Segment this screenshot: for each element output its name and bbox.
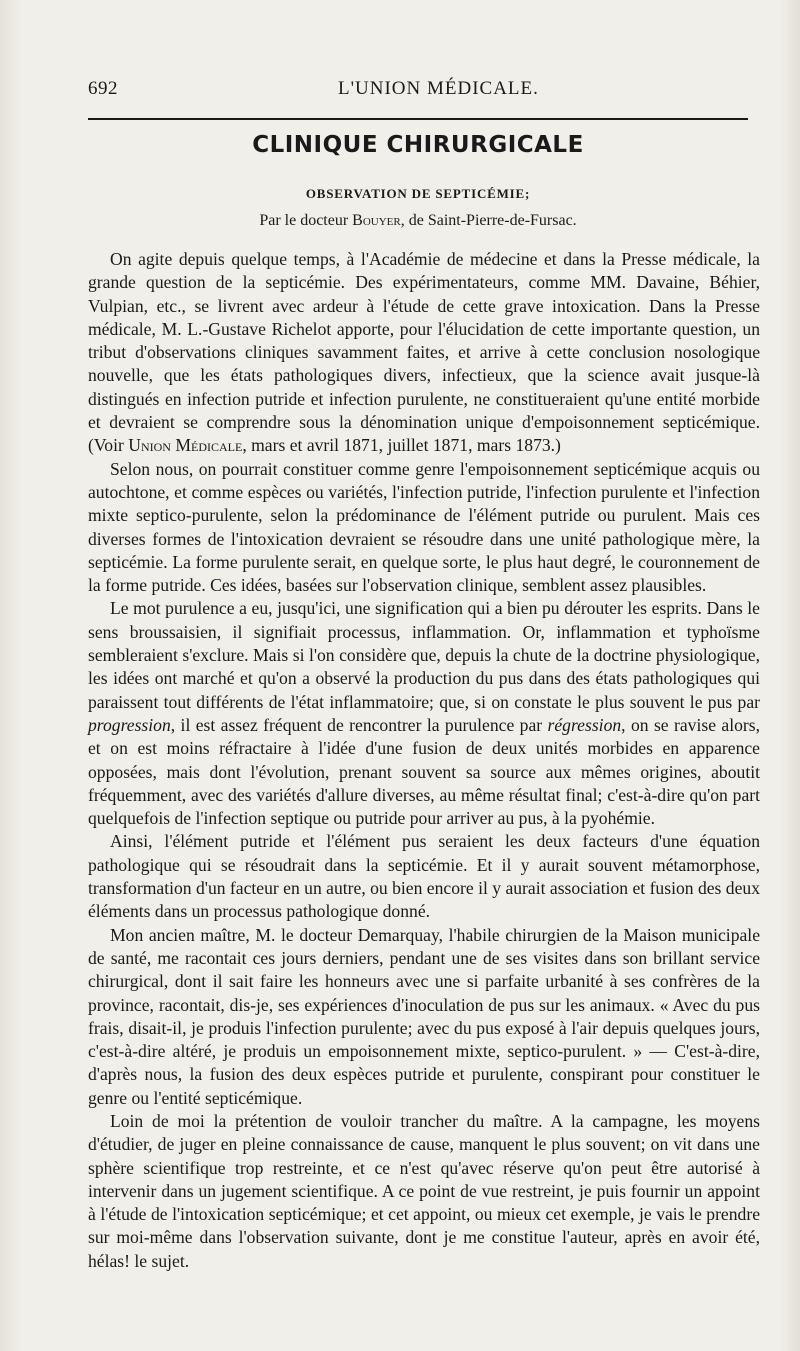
paragraph-text: Selon nous, on pourrait constituer comme genre l'empoisonnement septicémique acquis ou autochtone, et comme espèces ou variétés, l'infection putride, l'infection purulente et l'infection mixte septico-purulente, selon la prédominance de l'élément putride ou purulent. Mais ces diverses formes de l'intoxication devraient se résoudre dans une unité pathologique mère, la septicémie. La forme purulente serait, en quelque sorte, le plus haut degré, le couronnement de la forme putride. Ces idées, basées sur l'observation clinique, semblent assez plausibles. — [88, 458, 760, 596]
section-title: CLINIQUE CHIRURGICALE — [252, 132, 584, 158]
header-rule — [88, 118, 748, 120]
byline-suffix: , de Saint-Pierre-de-Fursac. — [400, 212, 577, 229]
paragraph-text: Mon ancien maître, M. le docteur Demarquay, l'habile chirurgien de la Maison municipale de santé, me racontait ces jours derniers, pendant une de ses visites dans son brillant service chirurgical, dont il sait faire les honneurs avec une si parfaite urbanité à ses confrères de la province, racontait, dis-je, ses expériences d'inoculation de pus sur les animaux. « Avec du pus frais, disait-il, je produis l'infection purulente; avec du pus exposé à l'air depuis quelques jours, c'est-à-dire altéré, je produis un empoisonnement mixte, septico-purulent. » — C'est-à-dire, d'après nous, la fusion des deux espèces putride et purulente, conspirant pour constituer le genre ou l'entité septicémique. — [88, 924, 760, 1108]
running-head — [88, 78, 748, 106]
paragraph — [88, 597, 760, 830]
paragraph-text: Loin de moi la prétention de vouloir trancher du maître. A la campagne, les moyens d'étudier, de juger en pleine connaissance de cause, manquent le plus souvent; on vit dans une sphère scientifique trop restreinte, et ce n'est qu'avec réserve qu'on peut être autorisé à intervenir dans un jugement scientifique. A ce point de vue restreint, je puis fournir un appoint à l'étude de l'intoxication septicémique; et cet appoint, ou mieux cet exemple, je vais le prendre sur moi-même dans l'observation suivante, dont je me constitue l'auteur, après en avoir été, hélas! le sujet. — [88, 1110, 760, 1271]
paragraph — [88, 1110, 760, 1273]
paragraph-text: Le mot purulence a eu, jusqu'ici, une signification qui a bien pu dérouter les esprits. Dans le sens broussaisien, il signifiait processus, inflammation. Or, inflammation et typhoïsme sembleraient s'exclure. Mais si l'on considère que, depuis la chute de la doctrine physiologique, les idées ont marché et qu'on a observé la production du pus dans des états pathologiques qui paraissent tout différents de l'état inflammatoire; que, si on constate le plus souvent le pus par — [88, 598, 760, 712]
byline-prefix: Par le docteur — [259, 212, 353, 229]
paragraph-text: Union Médicale — [128, 435, 243, 456]
observation-title: OBSERVATION DE SEPTICÉMIE; — [305, 186, 531, 201]
byline-author: Bouyer — [352, 212, 401, 229]
byline — [88, 212, 748, 230]
journal-title: L'UNION MÉDICALE. — [338, 78, 539, 99]
page-edge-left — [0, 0, 22, 1351]
paragraph-text: On agite depuis quelque temps, à l'Académie de médecine et dans la Presse médicale, la grande question de la septicémie. Des expérimentateurs, comme MM. Davaine, Béhier, Vulpian, etc., se livrent avec ardeur à l'étude de cette grave intoxication. Dans la Presse médicale, M. L.-Gustave Richelot apporte, pour l'élucidation de cette importante question, un tribut d'observations cliniques savamment faites, et arrive à cette conclusion nosologique nouvelle, que les états pathologiques divers, infectieux, que la science avait jusque-là distingués en infection putride et infection purulente, ne constitueraient qu'une entité morbide et devraient se comprendre sous la dénomination unique d'empoisonnement septicémique. (Voir — [88, 249, 760, 456]
paragraph-text: régression — [547, 714, 622, 735]
page-edge-right — [780, 0, 800, 1351]
paragraph-text: , on se ravise alors, et on est moins réfractaire à l'idée d'une fusion de deux unités morbides en apparence opposées, mais dont l'évolution, prenant souvent sa source aux mêmes origines, aboutit fréquemment, avec des variétés d'allure diverses, au même résultat final; c'est-à-dire qu'on part quelquefois de l'infection septique ou putride pour arriver au pus, à la pyohémie. — [88, 714, 760, 829]
paragraph-text: , mars et avril 1871, juillet 1871, mars 1873.) — [242, 435, 561, 456]
page-number: 692 — [88, 78, 118, 99]
paragraph-text: progression — [88, 714, 171, 735]
paragraph-text: , il est assez fréquent de rencontrer la purulence par — [170, 714, 548, 735]
paragraph — [88, 924, 760, 1110]
article-body — [88, 248, 760, 1273]
paragraph — [88, 458, 760, 598]
paragraph — [88, 830, 760, 923]
paragraph-text: Ainsi, l'élément putride et l'élément pus seraient les deux facteurs d'une équation pathologique qui se résoudrait dans la septicémie. Et il y aurait souvent métamorphose, transformation d'un facteur en un autre, ou bien encore il y aurait association et fusion des deux éléments dans un processus pathologique donné. — [88, 831, 760, 922]
paragraph — [88, 248, 760, 458]
